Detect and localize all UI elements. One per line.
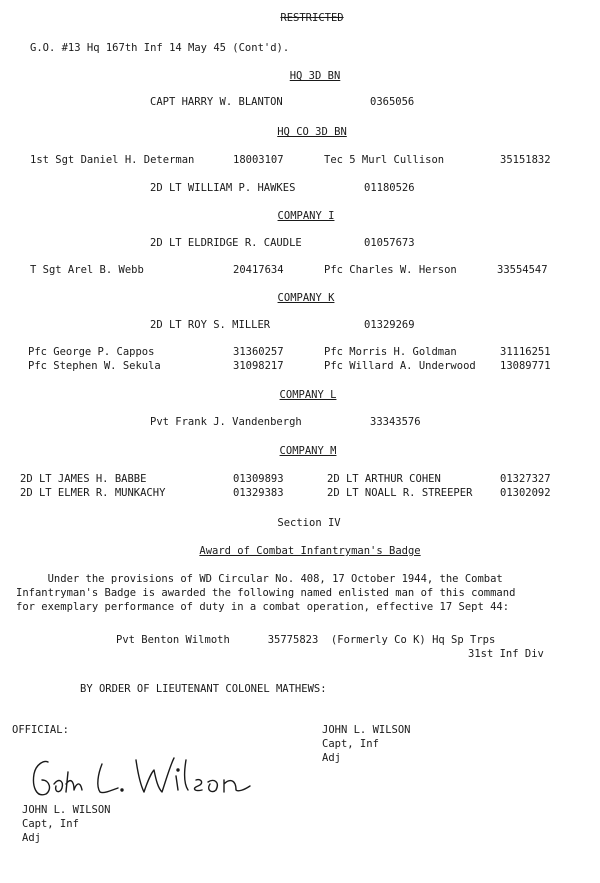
name-cohen: 2D LT ARTHUR COHEN — [327, 473, 441, 485]
paragraph-line-2: Infantryman's Badge is awarded the following named enlisted man of this command — [16, 587, 516, 599]
right-signatory-rank: Capt, Inf — [322, 738, 379, 750]
serial-cohen: 01327327 — [500, 473, 551, 485]
serial-sekula: 31098217 — [233, 360, 284, 372]
serial-goldman: 31116251 — [500, 346, 551, 358]
serial-herson: 33554547 — [497, 264, 548, 276]
serial-webb: 20417634 — [233, 264, 284, 276]
name-streeper: 2D LT NOALL R. STREEPER — [327, 487, 473, 499]
section-title: Award of Combat Infantryman's Badge — [199, 545, 421, 557]
serial-babbe: 01309893 — [233, 473, 284, 485]
left-signatory-title: Adj — [22, 832, 41, 844]
name-cullison: Tec 5 Murl Cullison — [324, 154, 445, 166]
name-determan: 1st Sgt Daniel H. Determan — [30, 154, 195, 166]
right-signatory-title: Adj — [322, 752, 341, 764]
name-goldman: Pfc Morris H. Goldman — [324, 346, 457, 358]
serial-caudle: 01057673 — [364, 237, 415, 249]
name-miller: 2D LT ROY S. MILLER — [150, 319, 271, 331]
serial-vandenbergh: 33343576 — [370, 416, 421, 428]
name-underwood: Pfc Willard A. Underwood — [324, 360, 476, 372]
serial-miller: 01329269 — [364, 319, 415, 331]
name-herson: Pfc Charles W. Herson — [324, 264, 457, 276]
heading-hq-3d-bn: HQ 3D BN — [289, 70, 341, 82]
name-vandenbergh: Pvt Frank J. Vandenbergh — [150, 416, 302, 428]
name-cappos: Pfc George P. Cappos — [28, 346, 155, 358]
name-hawkes: 2D LT WILLIAM P. HAWKES — [150, 182, 296, 194]
award-line-1: Pvt Benton Wilmoth 35775823 (Formerly Co K) Hq Sp Trps — [116, 634, 496, 646]
heading-company-i: COMPANY I — [277, 210, 335, 222]
signature-text: John L. Wilson — [18, 750, 27, 751]
serial-hawkes: 01180526 — [364, 182, 415, 194]
left-signatory-name: JOHN L. WILSON — [22, 804, 111, 816]
by-order-line: BY ORDER OF LIEUTENANT COLONEL MATHEWS: — [80, 683, 327, 695]
general-order-line: G.O. #13 Hq 167th Inf 14 May 45 (Cont'd). — [30, 42, 290, 54]
left-signatory-rank: Capt, Inf — [22, 818, 79, 830]
official-label: OFFICIAL: — [12, 724, 69, 736]
name-blanton: CAPT HARRY W. BLANTON — [150, 96, 283, 108]
name-webb: T Sgt Arel B. Webb — [30, 264, 144, 276]
serial-determan: 18003107 — [233, 154, 284, 166]
heading-company-k: COMPANY K — [277, 292, 335, 304]
serial-streeper: 01302092 — [500, 487, 551, 499]
handwritten-signature — [18, 750, 288, 810]
serial-underwood: 13089771 — [500, 360, 551, 372]
serial-munkachy: 01329383 — [233, 487, 284, 499]
heading-hq-co-3d-bn: HQ CO 3D BN — [277, 126, 347, 138]
serial-blanton: 0365056 — [370, 96, 415, 108]
name-babbe: 2D LT JAMES H. BABBE — [20, 473, 147, 485]
section-number: Section IV — [277, 517, 341, 529]
award-line-2: 31st Inf Div — [468, 648, 544, 660]
right-signatory-name: JOHN L. WILSON — [322, 724, 411, 736]
restricted-stamp: RESTRICTED — [280, 12, 344, 24]
serial-cappos: 31360257 — [233, 346, 284, 358]
name-sekula: Pfc Stephen W. Sekula — [28, 360, 161, 372]
serial-cullison: 35151832 — [500, 154, 551, 166]
heading-company-l: COMPANY L — [279, 389, 337, 401]
paragraph-line-1: Under the provisions of WD Circular No. 408, 17 October 1944, the Combat — [16, 573, 503, 585]
name-caudle: 2D LT ELDRIDGE R. CAUDLE — [150, 237, 302, 249]
paragraph-line-3: for exemplary performance of duty in a combat operation, effective 17 Sept 44: — [16, 601, 510, 613]
heading-company-m: COMPANY M — [279, 445, 337, 457]
name-munkachy: 2D LT ELMER R. MUNKACHY — [20, 487, 166, 499]
